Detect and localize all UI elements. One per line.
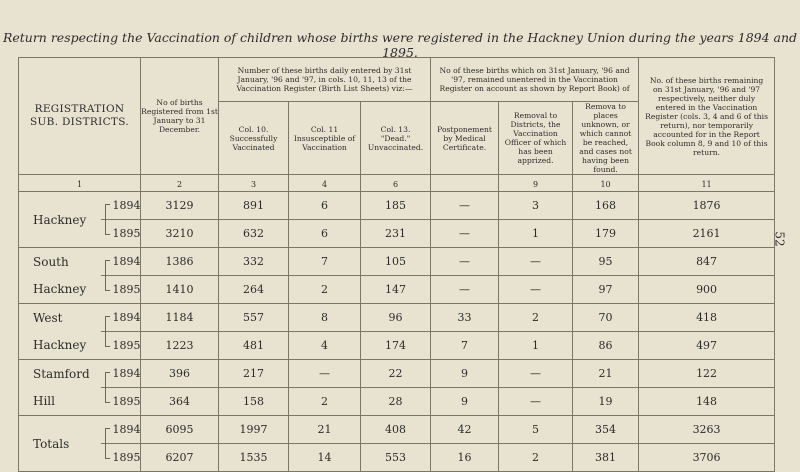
district-name: Stamford [19, 360, 101, 388]
insusceptible-cell: 8 [289, 304, 361, 332]
postponement-cell: 7 [431, 332, 499, 360]
remaining-cell: 148 [639, 388, 775, 416]
vaccinated-cell: 891 [219, 192, 289, 220]
dead-cell: 147 [361, 276, 431, 304]
insusceptible-cell: 21 [289, 416, 361, 444]
table-row [19, 416, 775, 444]
column-number [431, 175, 499, 192]
vaccinated-cell: 332 [219, 248, 289, 276]
removal-cell: 5 [499, 416, 573, 444]
unknown-cell: 86 [573, 332, 639, 360]
postponement-cell: 16 [431, 444, 499, 472]
dead-cell: 174 [361, 332, 431, 360]
table-row [19, 444, 775, 472]
unknown-cell: 354 [573, 416, 639, 444]
dead-cell: 22 [361, 360, 431, 388]
table-row [19, 332, 775, 360]
removal-cell: — [499, 276, 573, 304]
removal-cell: — [499, 248, 573, 276]
header-col13: Col. 13. "Dead." Unvaccinated. [361, 102, 431, 175]
postponement-cell: 9 [431, 388, 499, 416]
insusceptible-cell: 6 [289, 192, 361, 220]
dead-cell: 553 [361, 444, 431, 472]
vaccinated-cell: 1997 [219, 416, 289, 444]
remaining-cell: 847 [639, 248, 775, 276]
removal-cell: 1 [499, 220, 573, 248]
births-cell: 6207 [141, 444, 219, 472]
year-cell: 1894 [101, 192, 141, 220]
insusceptible-cell: — [289, 360, 361, 388]
dead-cell: 185 [361, 192, 431, 220]
table-row [19, 220, 775, 248]
births-cell: 3129 [141, 192, 219, 220]
year-cell: 1894 [101, 304, 141, 332]
births-cell: 1410 [141, 276, 219, 304]
removal-cell: 2 [499, 304, 573, 332]
table-row [19, 360, 775, 388]
remaining-cell: 497 [639, 332, 775, 360]
insusceptible-cell: 2 [289, 388, 361, 416]
district-name: Hackney [19, 332, 101, 360]
remaining-cell: 3706 [639, 444, 775, 472]
births-cell: 364 [141, 388, 219, 416]
births-cell: 6095 [141, 416, 219, 444]
vaccinated-cell: 1535 [219, 444, 289, 472]
dead-cell: 96 [361, 304, 431, 332]
dead-cell: 105 [361, 248, 431, 276]
unknown-cell: 97 [573, 276, 639, 304]
year-cell: 1894 [101, 416, 141, 444]
dead-cell: 28 [361, 388, 431, 416]
unknown-cell: 70 [573, 304, 639, 332]
insusceptible-cell: 6 [289, 220, 361, 248]
header-unknown: Remova to places unknown, or which cannot be reached, and cases not having been found. [573, 102, 639, 175]
column-number: 4 [289, 175, 361, 192]
removal-cell: — [499, 360, 573, 388]
column-number: 9 [499, 175, 573, 192]
page-number: 52 [772, 231, 787, 247]
unknown-cell: 179 [573, 220, 639, 248]
removal-cell: 3 [499, 192, 573, 220]
births-cell: 396 [141, 360, 219, 388]
unknown-cell: 21 [573, 360, 639, 388]
header-removal: Removal to Districts, the Vaccination Officer of which has been apprized. [499, 102, 573, 175]
district-name: Hackney [19, 276, 101, 304]
header-postponement: Postponement by Medical Certificate. [431, 102, 499, 175]
header-remaining: No. of these births remaining on 31st January, '96 and '97 respectively, neither duly entered in the Vaccination Register (cols. 3, 4 and 6 of this return), nor temporarily accounted for in the Report Book column 8, 9 and 10 of this return. [639, 58, 775, 175]
table-row [19, 276, 775, 304]
dead-cell: 231 [361, 220, 431, 248]
page-title: Return respecting the Vaccination of children whose births were registered in the Hackney Union during the years 1894 and 1895. [2, 30, 798, 60]
year-cell: 1894 [101, 360, 141, 388]
births-cell: 1386 [141, 248, 219, 276]
postponement-cell: 9 [431, 360, 499, 388]
vaccinated-cell: 557 [219, 304, 289, 332]
dead-cell: 408 [361, 416, 431, 444]
insusceptible-cell: 7 [289, 248, 361, 276]
header-group-entered: Number of these births daily entered by 31st January, '96 and '97, in cols. 10, 11, 13 of the Vaccination Register (Birth List Sheets) viz:— [219, 58, 431, 102]
year-cell: 1895 [101, 444, 141, 472]
vaccinated-cell: 217 [219, 360, 289, 388]
remaining-cell: 418 [639, 304, 775, 332]
unknown-cell: 95 [573, 248, 639, 276]
table-row [19, 192, 775, 220]
unknown-cell: 19 [573, 388, 639, 416]
district-name: West [19, 304, 101, 332]
header-col11: Col. 11 Insusceptible of Vaccination [289, 102, 361, 175]
postponement-cell: — [431, 248, 499, 276]
insusceptible-cell: 4 [289, 332, 361, 360]
year-cell: 1895 [101, 332, 141, 360]
insusceptible-cell: 2 [289, 276, 361, 304]
header-col10: Col. 10. Successfully Vaccinated [219, 102, 289, 175]
column-number: 11 [639, 175, 775, 192]
removal-cell: — [499, 388, 573, 416]
column-number: 2 [141, 175, 219, 192]
column-number: 10 [573, 175, 639, 192]
postponement-cell: 42 [431, 416, 499, 444]
district-name: Hackney [19, 192, 101, 248]
column-number: 1 [19, 175, 141, 192]
remaining-cell: 1876 [639, 192, 775, 220]
year-cell: 1895 [101, 276, 141, 304]
postponement-cell: — [431, 192, 499, 220]
remaining-cell: 122 [639, 360, 775, 388]
table-row [19, 388, 775, 416]
postponement-cell: — [431, 220, 499, 248]
births-cell: 1223 [141, 332, 219, 360]
district-name: South [19, 248, 101, 276]
year-cell: 1895 [101, 220, 141, 248]
year-cell: 1894 [101, 248, 141, 276]
year-cell: 1895 [101, 388, 141, 416]
vaccinated-cell: 264 [219, 276, 289, 304]
table-row [19, 248, 775, 276]
header-group-unentered: No of these births which on 31st January, '96 and '97, remained unentered in the Vaccination Register on account as shown by Report Book) of [431, 58, 639, 102]
header-district: REGISTRATION SUB. DISTRICTS. [19, 58, 141, 175]
unknown-cell: 381 [573, 444, 639, 472]
births-cell: 3210 [141, 220, 219, 248]
column-number: 3 [219, 175, 289, 192]
insusceptible-cell: 14 [289, 444, 361, 472]
vaccinated-cell: 632 [219, 220, 289, 248]
remaining-cell: 900 [639, 276, 775, 304]
district-name: Totals [19, 416, 101, 472]
column-number: 6 [361, 175, 431, 192]
postponement-cell: — [431, 276, 499, 304]
vaccination-table [18, 57, 775, 472]
vaccinated-cell: 481 [219, 332, 289, 360]
remaining-cell: 3263 [639, 416, 775, 444]
postponement-cell: 33 [431, 304, 499, 332]
district-name: Hill [19, 388, 101, 416]
table-row [19, 304, 775, 332]
unknown-cell: 168 [573, 192, 639, 220]
vaccinated-cell: 158 [219, 388, 289, 416]
remaining-cell: 2161 [639, 220, 775, 248]
births-cell: 1184 [141, 304, 219, 332]
header-births: No of births Registered from 1st January to 31 December. [141, 58, 219, 175]
removal-cell: 2 [499, 444, 573, 472]
removal-cell: 1 [499, 332, 573, 360]
